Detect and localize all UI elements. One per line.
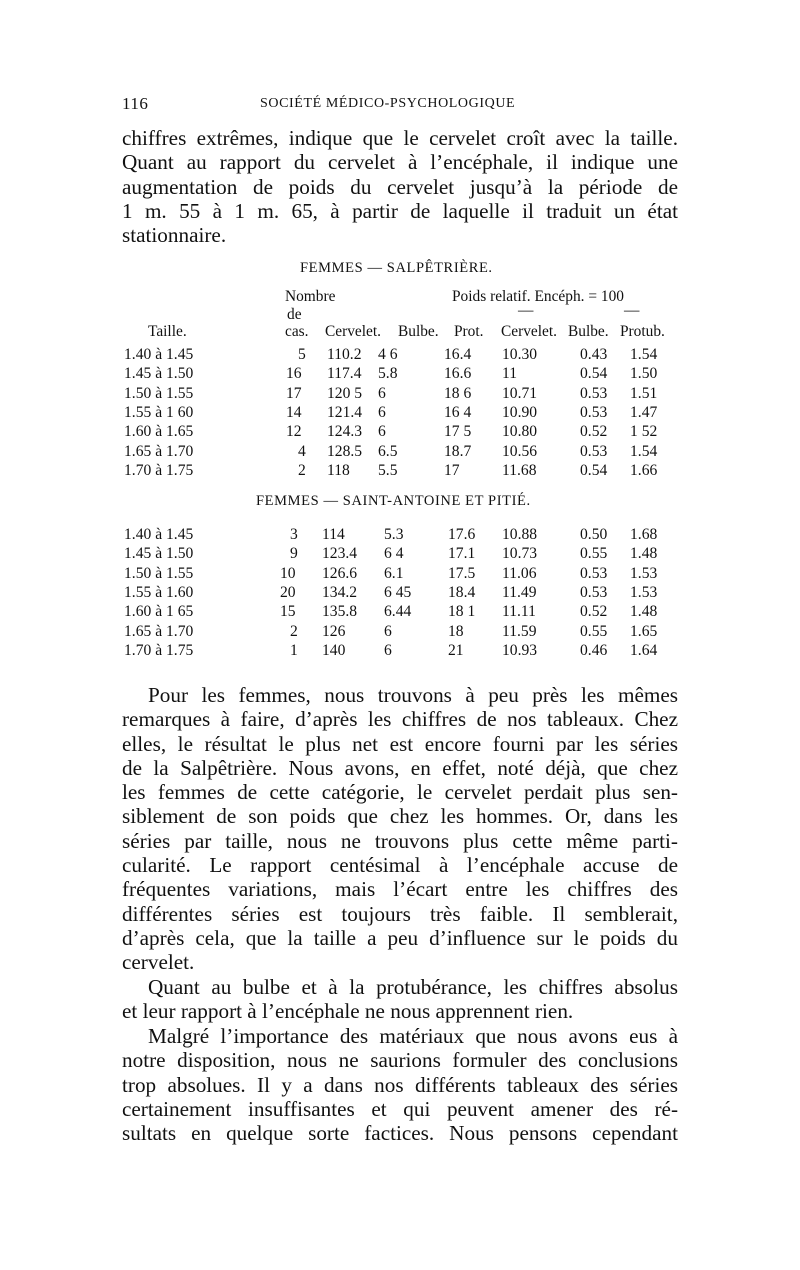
table-cell: 17	[286, 384, 302, 402]
text-line: cervelet.	[122, 950, 195, 975]
table-cell: 0.53	[580, 442, 608, 460]
header-taille: Taille.	[148, 323, 187, 340]
table-cell: 124.3	[327, 423, 363, 441]
paragraph-1	[122, 126, 678, 247]
table-cell: 121.4	[327, 403, 363, 421]
table2-body	[0, 526, 800, 676]
table-cell: 1.50 à 1.55	[124, 384, 194, 402]
table-cell: 10.90	[502, 403, 538, 421]
table-cell: 6	[384, 641, 392, 659]
table-cell: 0.53	[580, 403, 608, 421]
text-line: notre disposition, nous ne saurions formuler des conclusions	[122, 1048, 678, 1073]
table-cell: 5.3	[384, 526, 404, 543]
table-cell: 1.40 à 1.45	[124, 346, 194, 363]
table-cell: 0.54	[580, 461, 608, 479]
table-cell: 11.49	[502, 583, 537, 601]
header-cervelet: Cervelet.	[325, 323, 381, 340]
table-cell: 6	[378, 403, 386, 421]
table-cell: 4 6	[378, 346, 398, 363]
header-dash: —	[624, 302, 640, 319]
table1-caption: FEMMES — SALPÊTRIÈRE.	[300, 260, 493, 276]
table-cell: 10.56	[502, 442, 538, 460]
text-line: remarques à faire, d’après les chiffres de nos tableaux. Chez	[122, 707, 678, 732]
text-line: Quant au rapport du cervelet à l’encéphale, il indique une	[122, 150, 678, 175]
table-cell: 1.70 à 1.75	[124, 641, 194, 659]
table-cell: 10	[280, 564, 296, 582]
table-cell: 1.47	[630, 403, 658, 421]
table-cell: 10.73	[502, 545, 538, 563]
table1-body	[0, 346, 800, 496]
table-cell: 12	[286, 423, 302, 441]
table-cell: 1.65 à 1.70	[124, 442, 194, 460]
text-line: siblement de son poids que chez les hommes. Or, dans les	[122, 804, 678, 829]
text-line: certainement insuffisantes et qui peuvent amener des ré-	[122, 1096, 678, 1121]
table-cell: 1.45 à 1.50	[124, 545, 194, 563]
table-cell: 0.53	[580, 583, 608, 601]
table-cell: 126	[322, 622, 346, 640]
text-line: d’après cela, que la taille a peu d’influence sur le poids du	[122, 925, 678, 950]
table-cell: 0.52	[580, 423, 608, 441]
table-cell: 11.06	[502, 564, 537, 582]
table-cell: 5.8	[378, 365, 398, 383]
header-bulbe: Bulbe.	[398, 323, 439, 340]
table-cell: 10.30	[502, 346, 538, 363]
header-de: de	[287, 306, 302, 323]
header-dash: —	[518, 302, 534, 319]
table-cell: 118	[327, 461, 350, 479]
table-cell: 18.7	[444, 442, 472, 460]
table-cell: 21	[448, 641, 464, 659]
table-cell: 18 6	[444, 384, 472, 402]
table-cell: 15	[280, 603, 296, 621]
table-cell: 10.80	[502, 423, 538, 441]
table-cell: 1.65	[630, 622, 658, 640]
table-cell: 0.53	[580, 384, 608, 402]
table-cell: 1.65 à 1.70	[124, 622, 194, 640]
header-prot: Prot.	[454, 323, 484, 340]
page-number: 116	[122, 94, 149, 113]
table-cell: 0.46	[580, 641, 608, 659]
table-cell: 1.51	[630, 384, 658, 402]
table-cell: 117.4	[327, 365, 362, 383]
text-line: sultats en quelque sorte factices. Nous pensons cependant	[122, 1121, 678, 1146]
table-cell: 9	[290, 545, 298, 563]
table-cell: 11	[502, 365, 518, 383]
table-cell: 16 4	[444, 403, 472, 421]
text-line: séries par taille, nous ne trouvons plus cette même parti-	[122, 828, 678, 853]
header-cas: cas.	[285, 323, 309, 340]
table-cell: 5	[298, 346, 306, 363]
table-cell: 11.11	[502, 603, 536, 621]
text-line: et leur rapport à l’encéphale ne nous apprennent rien.	[122, 999, 574, 1024]
paragraph-2	[122, 683, 678, 975]
text-line: différentes séries est toujours très faible. Il semblerait,	[122, 901, 678, 926]
table-cell: 1.53	[630, 564, 658, 582]
text-line: chiffres extrêmes, indique que le cervelet croît avec la taille.	[122, 126, 678, 150]
table-cell: 1.60 à 1 65	[124, 603, 194, 621]
table-cell: 17 5	[444, 423, 472, 441]
table-cell: 2	[298, 461, 306, 479]
table-cell: 5.5	[378, 461, 398, 479]
table-cell: 6 45	[384, 583, 412, 601]
table-cell: 18	[448, 622, 464, 640]
table-cell: 0.53	[580, 564, 608, 582]
table-cell: 0.52	[580, 603, 608, 621]
text-line: Malgré l’importance des matériaux que nous avons eus à	[148, 1024, 678, 1048]
table-cell: 1.40 à 1.45	[124, 526, 194, 543]
header-bulbe-relatif: Bulbe.	[568, 323, 609, 340]
table-cell: 1.64	[630, 641, 658, 659]
paragraph-4	[122, 1024, 678, 1145]
table-cell: 10.71	[502, 384, 538, 402]
table-cell: 16	[286, 365, 302, 383]
table-cell: 1	[290, 641, 298, 659]
table-cell: 4	[298, 442, 306, 460]
table-cell: 16.4	[444, 346, 472, 363]
header-cervelet-relatif: Cervelet.	[501, 323, 557, 340]
table-cell: 123.4	[322, 545, 358, 563]
running-title: SOCIÉTÉ MÉDICO-PSYCHOLOGIQUE	[260, 96, 516, 111]
table-cell: 18 1	[448, 603, 476, 621]
text-line: elles, le résultat le plus net est encore fourni par les séries	[122, 731, 678, 756]
table-cell: 1.66	[630, 461, 658, 479]
table-cell: 6	[378, 423, 386, 441]
header-nombre: Nombre	[285, 288, 336, 305]
paragraph-3	[122, 975, 678, 1024]
text-line: 1 m. 55 à 1 m. 65, à partir de laquelle il traduit un état	[122, 198, 678, 223]
table-cell: 135.8	[322, 603, 358, 621]
table-cell: 1.50 à 1.55	[124, 564, 194, 582]
table-cell: 17	[444, 461, 460, 479]
text-line: Pour les femmes, nous trouvons à peu près les mêmes	[148, 683, 678, 707]
text-line: augmentation de poids du cervelet jusqu’à la période de	[122, 174, 678, 199]
table-cell: 126.6	[322, 564, 358, 582]
table-cell: 17.1	[448, 545, 476, 563]
table-cell: 120 5	[327, 384, 363, 402]
table2-caption: FEMMES — SAINT-ANTOINE ET PITIÉ.	[256, 493, 531, 509]
header-poids-relatif: Poids relatif. Encéph. = 100	[452, 288, 624, 305]
text-line: les femmes de cette catégorie, le cervelet perdait plus sen-	[122, 780, 678, 805]
table-cell: 20	[280, 583, 296, 601]
table-cell: 0.55	[580, 622, 608, 640]
table-cell: 17.6	[448, 526, 476, 543]
table-cell: 1.70 à 1.75	[124, 461, 194, 479]
table-cell: 110.2	[327, 346, 362, 363]
table-cell: 6.5	[378, 442, 398, 460]
table-cell: 140	[322, 641, 346, 659]
table-cell: 2	[290, 622, 298, 640]
table-cell: 10.93	[502, 641, 538, 659]
table-cell: 1.55 à 1.60	[124, 583, 194, 601]
table-cell: 6.44	[384, 603, 412, 621]
table-cell: 0.55	[580, 545, 608, 563]
table-cell: 6 4	[384, 545, 404, 563]
table-cell: 1.53	[630, 583, 658, 601]
table-cell: 134.2	[322, 583, 358, 601]
table-cell: 14	[286, 403, 302, 421]
text-line: stationnaire.	[122, 223, 227, 248]
table-cell: 10.88	[502, 526, 538, 543]
table-cell: 114	[322, 526, 345, 543]
text-line: trop absolues. Il y a dans nos différents tableaux des séries	[122, 1072, 678, 1097]
table-cell: 11.68	[502, 461, 537, 479]
text-line: de la Salpêtrière. Nous avons, en effet, noté déjà, que chez	[122, 755, 678, 780]
table-cell: 3	[290, 526, 298, 543]
table-cell: 1.54	[630, 442, 658, 460]
table-cell: 1.48	[630, 545, 658, 563]
text-line: cularité. Le rapport centésimal à l’encéphale accuse de	[122, 853, 678, 878]
running-head	[122, 94, 678, 116]
table-cell: 0.43	[580, 346, 608, 363]
table-cell: 1.68	[630, 526, 658, 543]
text-line: Quant au bulbe et à la protubérance, les chiffres absolus	[148, 975, 678, 999]
table-cell: 128.5	[327, 442, 363, 460]
table-cell: 1.48	[630, 603, 658, 621]
table-cell: 16.6	[444, 365, 472, 383]
text-line: fréquentes variations, mais l’écart entre les chiffres des	[122, 877, 678, 902]
table-cell: 6.1	[384, 564, 404, 582]
table-cell: 6	[378, 384, 386, 402]
table-cell: 6	[384, 622, 392, 640]
table-cell: 1.55 à 1 60	[124, 403, 194, 421]
table-cell: 1.45 à 1.50	[124, 365, 194, 383]
table-cell: 1 52	[630, 423, 658, 441]
table-cell: 1.50	[630, 365, 658, 383]
table-cell: 11.59	[502, 622, 537, 640]
table-cell: 1.54	[630, 346, 658, 363]
table-cell: 18.4	[448, 583, 476, 601]
table-cell: 1.60 à 1.65	[124, 423, 194, 441]
table-cell: 17.5	[448, 564, 476, 582]
table-cell: 0.50	[580, 526, 608, 543]
table-cell: 0.54	[580, 365, 608, 383]
header-protub: Protub.	[620, 323, 665, 340]
